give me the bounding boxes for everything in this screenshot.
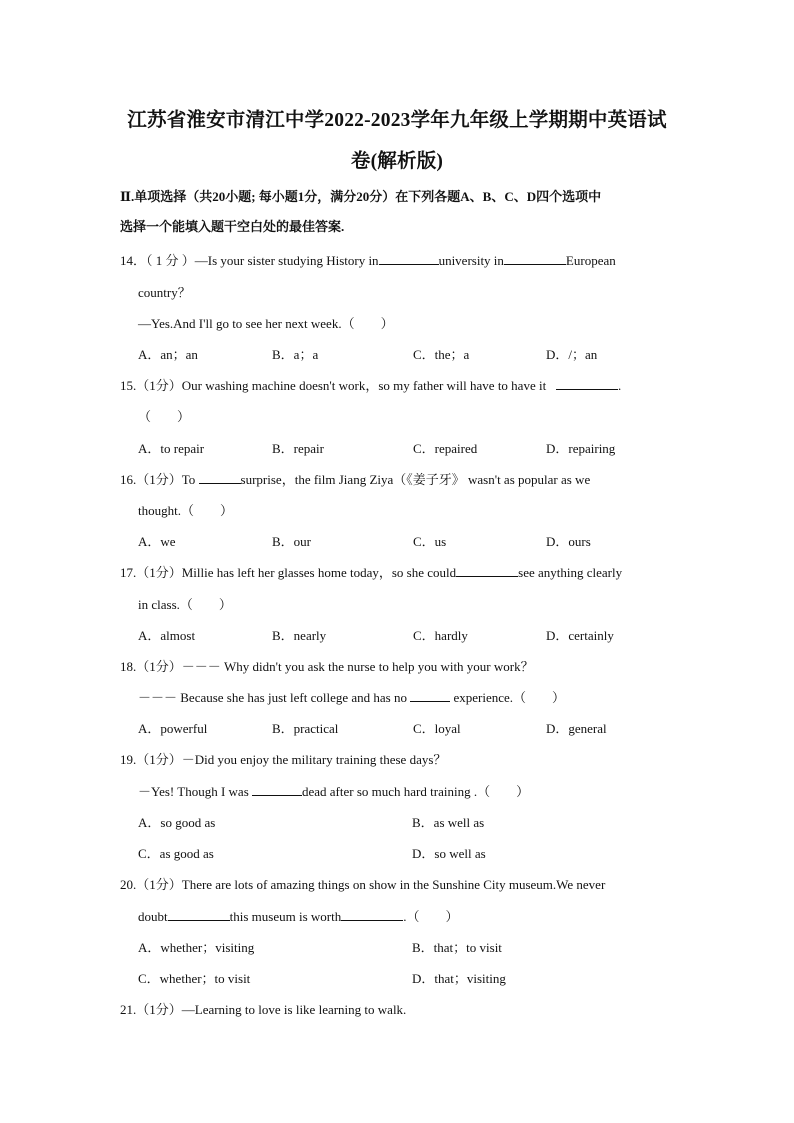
q15-option-a: A．to repair	[138, 441, 205, 456]
q14-text-c: European	[565, 253, 616, 268]
q14-text-a: 14．（ 1 分 ）—Is your sister studying History in	[120, 253, 379, 268]
q17-text-b: see anything clearly	[518, 565, 623, 580]
question-18-stem-line1: 18.（1分）－－－ Why didn't you ask the nurse to help you with your work？	[120, 659, 534, 674]
answer-blank	[556, 378, 618, 390]
q18-text-b: experience.（ ）	[453, 690, 566, 705]
q20-option-a: A．whether；visiting	[138, 940, 255, 955]
question-14-stem-line2: country？	[138, 285, 191, 300]
question-17-stem-line2: in class.（ ）	[138, 597, 232, 612]
q17-option-a: A．almost	[138, 628, 196, 643]
q19-text-a: －Yes! Though I was	[138, 784, 249, 799]
q20-option-c: C．whether；to visit	[138, 971, 251, 986]
q20-text-b: this museum is worth	[229, 909, 342, 924]
answer-blank	[410, 690, 450, 702]
q16-text-b: surprise，the film Jiang Ziya（《姜子牙》 wasn't as popular as we	[240, 472, 591, 487]
question-16-stem-line2: thought.（ ）	[138, 503, 233, 518]
q15-option-d: D．repairing	[546, 441, 616, 456]
q16-option-c: C．us	[413, 534, 447, 549]
question-14-stem-line3: —Yes.And I'll go to see her next week.（ ）	[138, 316, 394, 331]
question-19-stem-line1: 19.（1分）－Did you enjoy the military training these days？	[120, 752, 447, 767]
section-instructions-line1: Ⅱ.单项选择（共20小题; 每小题1分，满分20分）在下列各题A、B、C、D四个选项中	[120, 189, 602, 204]
answer-blank	[199, 472, 241, 484]
q15-option-c: C．repaired	[413, 441, 478, 456]
document-title-line1: 江苏省淮安市清江中学2022-2023学年九年级上学期期中英语试	[127, 110, 667, 131]
q19-option-b: B．as well as	[412, 815, 485, 830]
q18-option-b: B．practical	[272, 721, 339, 736]
document-title-line2: 卷(解析版)	[350, 151, 444, 172]
q15-text-b: .	[617, 378, 622, 393]
question-17-stem-line1	[120, 562, 622, 581]
question-20-stem-line1: 20.（1分）There are lots of amazing things on show in the Sunshine City museum.We never	[120, 877, 606, 892]
answer-blank	[504, 253, 566, 265]
q18-option-c: C．loyal	[413, 721, 461, 736]
question-18-stem-line2	[138, 687, 565, 706]
q16-option-a: A．we	[138, 534, 176, 549]
question-14-stem-line1	[120, 250, 616, 269]
q14-option-a: A．an；an	[138, 347, 198, 362]
q20-text-a: doubt	[138, 909, 168, 924]
q20-option-d: D．that；visiting	[412, 971, 506, 986]
answer-blank	[168, 909, 230, 921]
answer-blank	[252, 784, 302, 796]
question-19-stem-line2	[138, 781, 529, 800]
q15-option-b: B．repair	[272, 441, 324, 456]
q15-text-a: 15.（1分）Our washing machine doesn't work，so my father will have to have it	[120, 378, 547, 393]
q14-option-c: C．the；a	[413, 347, 470, 362]
q19-text-b: dead after so much hard training .（ ）	[302, 784, 530, 799]
q16-option-b: B．our	[272, 534, 312, 549]
q20-text-c: .（ ）	[403, 909, 459, 924]
q14-option-b: B．a；a	[272, 347, 319, 362]
q18-option-a: A．powerful	[138, 721, 208, 736]
q19-option-c: C．as good as	[138, 846, 214, 861]
question-21-stem-line1: 21.（1分）—Learning to love is like learning to walk.	[120, 1002, 407, 1017]
section-instructions-line2: 选择一个能填入题干空白处的最佳答案.	[120, 219, 345, 234]
q16-text-a: 16.（1分）To	[120, 472, 196, 487]
q18-text-a: －－－ Because she has just left college and has no	[138, 690, 407, 705]
q20-option-b: B．that；to visit	[412, 940, 502, 955]
question-16-stem-line1	[120, 469, 590, 488]
q17-option-d: D．certainly	[546, 628, 614, 643]
question-15-stem-line1	[120, 375, 621, 394]
q16-option-d: D．ours	[546, 534, 591, 549]
question-15-stem-line2: （ ）	[138, 409, 191, 424]
q19-option-a: A．so good as	[138, 815, 216, 830]
q17-text-a: 17.（1分）Millie has left her glasses home today，so she could	[120, 565, 457, 580]
q17-option-c: C．hardly	[413, 628, 468, 643]
question-20-stem-line2	[138, 906, 458, 925]
q14-option-d: D．/；an	[546, 347, 598, 362]
answer-blank	[379, 253, 439, 265]
answer-blank	[456, 565, 518, 577]
q18-option-d: D．general	[546, 721, 607, 736]
q17-option-b: B．nearly	[272, 628, 327, 643]
q14-text-b: university in	[438, 253, 504, 268]
answer-blank	[341, 909, 403, 921]
q19-option-d: D．so well as	[412, 846, 486, 861]
